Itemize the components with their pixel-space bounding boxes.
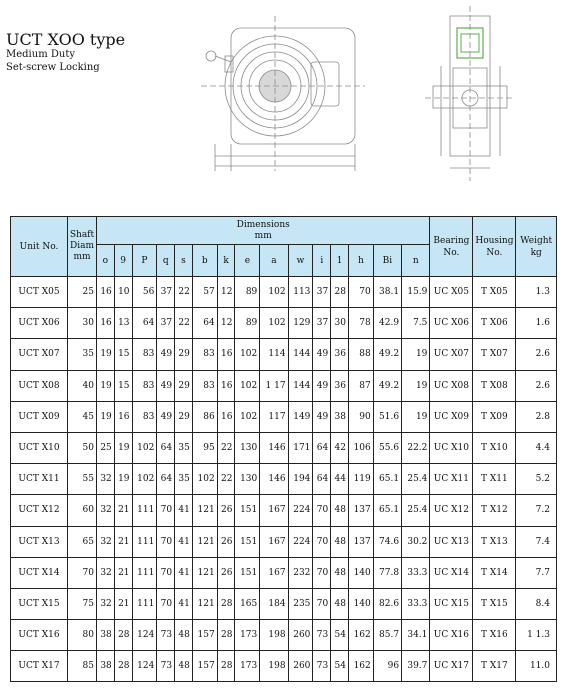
cell-dimension: 35 — [175, 432, 193, 463]
cell-dimension: 29 — [175, 339, 193, 370]
cell-dimension: 70 — [157, 588, 175, 619]
header-dim-5: b — [192, 245, 217, 277]
cell-weight: 5.2 — [516, 464, 557, 495]
cell-dimension: 22 — [175, 308, 193, 339]
cell-dimension: 70 — [157, 495, 175, 526]
table-row — [11, 401, 557, 432]
cell-dimension: 113 — [288, 277, 313, 308]
header-dimensions: Dimensions mm — [97, 217, 430, 245]
cell-shaft-diam: 45 — [68, 401, 97, 432]
header-dim-0: o — [97, 245, 115, 277]
cell-dimension: 30 — [331, 308, 349, 339]
cell-dimension: 194 — [288, 464, 313, 495]
cell-dimension: 77.8 — [373, 557, 401, 588]
cell-dimension: 64 — [313, 432, 331, 463]
cell-dimension: 36 — [331, 370, 349, 401]
cell-weight: 2.6 — [516, 370, 557, 401]
cell-dimension: 73 — [313, 620, 331, 651]
header-dim-14: n — [402, 245, 430, 277]
cell-weight: 2.8 — [516, 401, 557, 432]
cell-dimension: 146 — [260, 464, 288, 495]
cell-dimension: 41 — [175, 495, 193, 526]
cell-unit-no: UCT X05 — [11, 277, 68, 308]
cell-dimension: 22 — [175, 277, 193, 308]
cell-dimension: 37 — [157, 308, 175, 339]
cell-dimension: 44 — [331, 464, 349, 495]
cell-dimension: 124 — [132, 620, 157, 651]
cell-dimension: 19 — [97, 339, 115, 370]
cell-dimension: 36 — [331, 339, 349, 370]
cell-dimension: 28 — [114, 620, 132, 651]
cell-housing-no: T X05 — [473, 277, 516, 308]
cell-dimension: 260 — [288, 620, 313, 651]
cell-dimension: 49 — [157, 370, 175, 401]
header-dim-9: w — [288, 245, 313, 277]
cell-dimension: 162 — [348, 651, 373, 682]
cell-dimension: 144 — [288, 370, 313, 401]
cell-dimension: 54 — [331, 651, 349, 682]
header-dim-2: P — [132, 245, 157, 277]
cell-dimension: 70 — [313, 588, 331, 619]
cell-shaft-diam: 40 — [68, 370, 97, 401]
cell-bearing-no: UC X11 — [430, 464, 473, 495]
cell-bearing-no: UC X15 — [430, 588, 473, 619]
cell-dimension: 111 — [132, 495, 157, 526]
cell-bearing-no: UC X17 — [430, 651, 473, 682]
cell-dimension: 151 — [235, 526, 260, 557]
header-unit-no: Unit No. — [11, 217, 68, 277]
cell-dimension: 19 — [402, 339, 430, 370]
cell-dimension: 89 — [235, 277, 260, 308]
cell-dimension: 73 — [157, 651, 175, 682]
cell-bearing-no: UC X08 — [430, 370, 473, 401]
dimensions-table — [10, 216, 557, 682]
cell-dimension: 235 — [288, 588, 313, 619]
cell-dimension: 16 — [97, 277, 115, 308]
cell-dimension: 140 — [348, 557, 373, 588]
cell-dimension: 16 — [217, 339, 235, 370]
cell-shaft-diam: 65 — [68, 526, 97, 557]
cell-dimension: 119 — [348, 464, 373, 495]
cell-weight: 7.2 — [516, 495, 557, 526]
cell-dimension: 57 — [192, 277, 217, 308]
cell-housing-no: T X13 — [473, 526, 516, 557]
cell-dimension: 64 — [313, 464, 331, 495]
cell-dimension: 87 — [348, 370, 373, 401]
cell-dimension: 41 — [175, 557, 193, 588]
cell-dimension: 102 — [132, 432, 157, 463]
cell-dimension: 15 — [114, 339, 132, 370]
cell-dimension: 224 — [288, 526, 313, 557]
header-dim-11: 1 — [331, 245, 349, 277]
cell-unit-no: UCT X07 — [11, 339, 68, 370]
cell-dimension: 32 — [97, 526, 115, 557]
cell-dimension: 38.1 — [373, 277, 401, 308]
cell-dimension: 32 — [97, 588, 115, 619]
cell-unit-no: UCT X09 — [11, 401, 68, 432]
cell-dimension: 167 — [260, 557, 288, 588]
cell-dimension: 198 — [260, 651, 288, 682]
cell-dimension: 37 — [313, 277, 331, 308]
cell-dimension: 21 — [114, 557, 132, 588]
cell-dimension: 96 — [373, 651, 401, 682]
cell-dimension: 173 — [235, 651, 260, 682]
cell-dimension: 83 — [192, 339, 217, 370]
cell-dimension: 102 — [132, 464, 157, 495]
cell-dimension: 70 — [348, 277, 373, 308]
cell-dimension: 144 — [288, 339, 313, 370]
header-dim-6: k — [217, 245, 235, 277]
cell-dimension: 29 — [175, 401, 193, 432]
cell-dimension: 149 — [288, 401, 313, 432]
cell-housing-no: T X08 — [473, 370, 516, 401]
cell-shaft-diam: 75 — [68, 588, 97, 619]
cell-bearing-no: UC X13 — [430, 526, 473, 557]
header-dim-1: 9 — [114, 245, 132, 277]
cell-dimension: 16 — [97, 308, 115, 339]
cell-dimension: 65.1 — [373, 495, 401, 526]
cell-dimension: 42.9 — [373, 308, 401, 339]
header-dim-4: s — [175, 245, 193, 277]
cell-dimension: 15.9 — [402, 277, 430, 308]
header-housing-no: Housing No. — [473, 217, 516, 277]
cell-weight: 11.0 — [516, 651, 557, 682]
cell-dimension: 51.6 — [373, 401, 401, 432]
table-row — [11, 526, 557, 557]
cell-dimension: 102 — [235, 339, 260, 370]
cell-dimension: 26 — [217, 526, 235, 557]
cell-dimension: 198 — [260, 620, 288, 651]
cell-dimension: 102 — [235, 370, 260, 401]
table-row — [11, 651, 557, 682]
cell-weight: 1.3 — [516, 277, 557, 308]
cell-dimension: 49 — [157, 401, 175, 432]
cell-dimension: 224 — [288, 495, 313, 526]
cell-dimension: 30.2 — [402, 526, 430, 557]
cell-dimension: 12 — [217, 308, 235, 339]
cell-dimension: 70 — [157, 557, 175, 588]
cell-dimension: 25.4 — [402, 495, 430, 526]
cell-dimension: 29 — [175, 370, 193, 401]
cell-dimension: 37 — [157, 277, 175, 308]
cell-dimension: 41 — [175, 526, 193, 557]
cell-dimension: 25.4 — [402, 464, 430, 495]
cell-dimension: 121 — [192, 557, 217, 588]
table-row — [11, 464, 557, 495]
cell-dimension: 129 — [288, 308, 313, 339]
cell-bearing-no: UC X10 — [430, 432, 473, 463]
cell-dimension: 49.2 — [373, 370, 401, 401]
cell-dimension: 74.6 — [373, 526, 401, 557]
cell-dimension: 65.1 — [373, 464, 401, 495]
cell-dimension: 140 — [348, 588, 373, 619]
cell-dimension: 64 — [157, 464, 175, 495]
cell-dimension: 86 — [192, 401, 217, 432]
cell-dimension: 232 — [288, 557, 313, 588]
cell-dimension: 41 — [175, 588, 193, 619]
cell-dimension: 21 — [114, 588, 132, 619]
cell-dimension: 39.7 — [402, 651, 430, 682]
cell-dimension: 49 — [313, 401, 331, 432]
cell-dimension: 124 — [132, 651, 157, 682]
header-dim-3: q — [157, 245, 175, 277]
cell-bearing-no: UC X12 — [430, 495, 473, 526]
cell-dimension: 42 — [331, 432, 349, 463]
header-shaft-diam: Shaft Diam mm — [68, 217, 97, 277]
header-dim-12: h — [348, 245, 373, 277]
cell-dimension: 82.6 — [373, 588, 401, 619]
cell-dimension: 49 — [157, 339, 175, 370]
cell-dimension: 22 — [217, 432, 235, 463]
cell-dimension: 28 — [217, 620, 235, 651]
cell-dimension: 88 — [348, 339, 373, 370]
cell-dimension: 22.2 — [402, 432, 430, 463]
cell-weight: 7.7 — [516, 557, 557, 588]
cell-dimension: 15 — [114, 370, 132, 401]
cell-shaft-diam: 80 — [68, 620, 97, 651]
cell-bearing-no: UC X07 — [430, 339, 473, 370]
cell-dimension: 48 — [175, 651, 193, 682]
cell-dimension: 16 — [217, 401, 235, 432]
cell-dimension: 130 — [235, 432, 260, 463]
cell-bearing-no: UC X05 — [430, 277, 473, 308]
cell-dimension: 49 — [313, 339, 331, 370]
cell-housing-no: T X14 — [473, 557, 516, 588]
cell-dimension: 70 — [157, 526, 175, 557]
cell-dimension: 83 — [132, 339, 157, 370]
cell-dimension: 83 — [132, 370, 157, 401]
table-row — [11, 277, 557, 308]
cell-unit-no: UCT X15 — [11, 588, 68, 619]
table-row — [11, 557, 557, 588]
cell-shaft-diam: 55 — [68, 464, 97, 495]
cell-bearing-no: UC X06 — [430, 308, 473, 339]
cell-dimension: 111 — [132, 557, 157, 588]
cell-bearing-no: UC X09 — [430, 401, 473, 432]
cell-shaft-diam: 30 — [68, 308, 97, 339]
cell-dimension: 173 — [235, 620, 260, 651]
cell-dimension: 13 — [114, 308, 132, 339]
cell-dimension: 64 — [132, 308, 157, 339]
cell-dimension: 157 — [192, 651, 217, 682]
cell-shaft-diam: 35 — [68, 339, 97, 370]
cell-shaft-diam: 50 — [68, 432, 97, 463]
cell-dimension: 25 — [97, 432, 115, 463]
cell-dimension: 89 — [235, 308, 260, 339]
cell-dimension: 49.2 — [373, 339, 401, 370]
cell-dimension: 16 — [114, 401, 132, 432]
cell-dimension: 70 — [313, 557, 331, 588]
cell-dimension: 48 — [331, 495, 349, 526]
cell-unit-no: UCT X06 — [11, 308, 68, 339]
cell-shaft-diam: 25 — [68, 277, 97, 308]
cell-dimension: 54 — [331, 620, 349, 651]
cell-dimension: 28 — [331, 277, 349, 308]
cell-weight: 2.6 — [516, 339, 557, 370]
page-title: UCT XOO type — [6, 30, 126, 49]
cell-housing-no: T X09 — [473, 401, 516, 432]
table-row — [11, 588, 557, 619]
cell-bearing-no: UC X16 — [430, 620, 473, 651]
cell-dimension: 83 — [132, 401, 157, 432]
cell-dimension: 102 — [260, 277, 288, 308]
cell-unit-no: UCT X13 — [11, 526, 68, 557]
cell-dimension: 28 — [217, 651, 235, 682]
cell-dimension: 111 — [132, 588, 157, 619]
cell-housing-no: T X06 — [473, 308, 516, 339]
cell-weight: 4.4 — [516, 432, 557, 463]
cell-housing-no: T X11 — [473, 464, 516, 495]
cell-dimension: 102 — [260, 308, 288, 339]
cell-dimension: 157 — [192, 620, 217, 651]
cell-unit-no: UCT X08 — [11, 370, 68, 401]
table-row — [11, 370, 557, 401]
cell-housing-no: T X07 — [473, 339, 516, 370]
cell-dimension: 121 — [192, 588, 217, 619]
header-weight: Weight kg — [516, 217, 557, 277]
table-row — [11, 620, 557, 651]
cell-dimension: 184 — [260, 588, 288, 619]
cell-dimension: 55.6 — [373, 432, 401, 463]
header-bearing-no: Bearing No. — [430, 217, 473, 277]
cell-dimension: 49 — [313, 370, 331, 401]
table-row — [11, 432, 557, 463]
cell-dimension: 114 — [260, 339, 288, 370]
cell-unit-no: UCT X11 — [11, 464, 68, 495]
cell-dimension: 121 — [192, 526, 217, 557]
cell-dimension: 90 — [348, 401, 373, 432]
cell-dimension: 78 — [348, 308, 373, 339]
cell-weight: 1.6 — [516, 308, 557, 339]
cell-dimension: 64 — [192, 308, 217, 339]
cell-dimension: 162 — [348, 620, 373, 651]
cell-shaft-diam: 70 — [68, 557, 97, 588]
cell-dimension: 48 — [331, 557, 349, 588]
cell-dimension: 73 — [313, 651, 331, 682]
cell-shaft-diam: 60 — [68, 495, 97, 526]
cell-dimension: 19 — [97, 370, 115, 401]
cell-dimension: 33.3 — [402, 557, 430, 588]
table-row — [11, 339, 557, 370]
header-dim-10: i — [313, 245, 331, 277]
header-dim-7: e — [235, 245, 260, 277]
cell-dimension: 32 — [97, 495, 115, 526]
cell-dimension: 102 — [192, 464, 217, 495]
cell-dimension: 48 — [175, 620, 193, 651]
cell-dimension: 64 — [157, 432, 175, 463]
cell-dimension: 70 — [313, 526, 331, 557]
cell-dimension: 83 — [192, 370, 217, 401]
cell-dimension: 32 — [97, 557, 115, 588]
cell-dimension: 73 — [157, 620, 175, 651]
cell-dimension: 95 — [192, 432, 217, 463]
cell-dimension: 7.5 — [402, 308, 430, 339]
cell-dimension: 130 — [235, 464, 260, 495]
table-row — [11, 308, 557, 339]
cell-dimension: 167 — [260, 526, 288, 557]
cell-dimension: 35 — [175, 464, 193, 495]
cell-dimension: 117 — [260, 401, 288, 432]
cell-dimension: 165 — [235, 588, 260, 619]
cell-dimension: 1 17 — [260, 370, 288, 401]
cell-housing-no: T X12 — [473, 495, 516, 526]
cell-dimension: 85.7 — [373, 620, 401, 651]
cell-dimension: 22 — [217, 464, 235, 495]
cell-housing-no: T X17 — [473, 651, 516, 682]
cell-dimension: 12 — [217, 277, 235, 308]
cell-unit-no: UCT X16 — [11, 620, 68, 651]
cell-dimension: 102 — [235, 401, 260, 432]
cell-bearing-no: UC X14 — [430, 557, 473, 588]
cell-weight: 7.4 — [516, 526, 557, 557]
cell-dimension: 21 — [114, 495, 132, 526]
cell-dimension: 19 — [114, 432, 132, 463]
cell-dimension: 48 — [331, 588, 349, 619]
cell-dimension: 33.3 — [402, 588, 430, 619]
cell-housing-no: T X10 — [473, 432, 516, 463]
cell-dimension: 21 — [114, 526, 132, 557]
cell-unit-no: UCT X17 — [11, 651, 68, 682]
cell-unit-no: UCT X12 — [11, 495, 68, 526]
header-dim-8: a — [260, 245, 288, 277]
cell-dimension: 19 — [402, 370, 430, 401]
cell-dimension: 19 — [402, 401, 430, 432]
subtitle-duty: Medium Duty — [6, 49, 75, 60]
cell-dimension: 171 — [288, 432, 313, 463]
cell-dimension: 10 — [114, 277, 132, 308]
cell-dimension: 28 — [114, 651, 132, 682]
cell-weight: 8.4 — [516, 588, 557, 619]
cell-dimension: 26 — [217, 557, 235, 588]
cell-dimension: 28 — [217, 588, 235, 619]
cell-dimension: 16 — [217, 370, 235, 401]
cell-unit-no: UCT X14 — [11, 557, 68, 588]
cell-dimension: 151 — [235, 495, 260, 526]
cell-dimension: 37 — [313, 308, 331, 339]
cell-dimension: 151 — [235, 557, 260, 588]
cell-housing-no: T X15 — [473, 588, 516, 619]
table-row — [11, 495, 557, 526]
cell-dimension: 19 — [97, 401, 115, 432]
cell-dimension: 70 — [313, 495, 331, 526]
cell-dimension: 48 — [331, 526, 349, 557]
cell-shaft-diam: 85 — [68, 651, 97, 682]
header-dim-13: Bi — [373, 245, 401, 277]
cell-dimension: 111 — [132, 526, 157, 557]
cell-dimension: 121 — [192, 495, 217, 526]
cell-dimension: 167 — [260, 495, 288, 526]
cell-dimension: 38 — [331, 401, 349, 432]
cell-dimension: 260 — [288, 651, 313, 682]
cell-dimension: 32 — [97, 464, 115, 495]
technical-drawing — [195, 6, 535, 186]
cell-dimension: 34.1 — [402, 620, 430, 651]
subtitle-locking: Set-screw Locking — [6, 62, 100, 73]
cell-dimension: 38 — [97, 651, 115, 682]
cell-dimension: 56 — [132, 277, 157, 308]
cell-dimension: 38 — [97, 620, 115, 651]
cell-dimension: 146 — [260, 432, 288, 463]
cell-dimension: 137 — [348, 495, 373, 526]
cell-dimension: 106 — [348, 432, 373, 463]
cell-dimension: 137 — [348, 526, 373, 557]
cell-weight: 1 1.3 — [516, 620, 557, 651]
cell-dimension: 19 — [114, 464, 132, 495]
cell-dimension: 26 — [217, 495, 235, 526]
cell-unit-no: UCT X10 — [11, 432, 68, 463]
cell-housing-no: T X16 — [473, 620, 516, 651]
